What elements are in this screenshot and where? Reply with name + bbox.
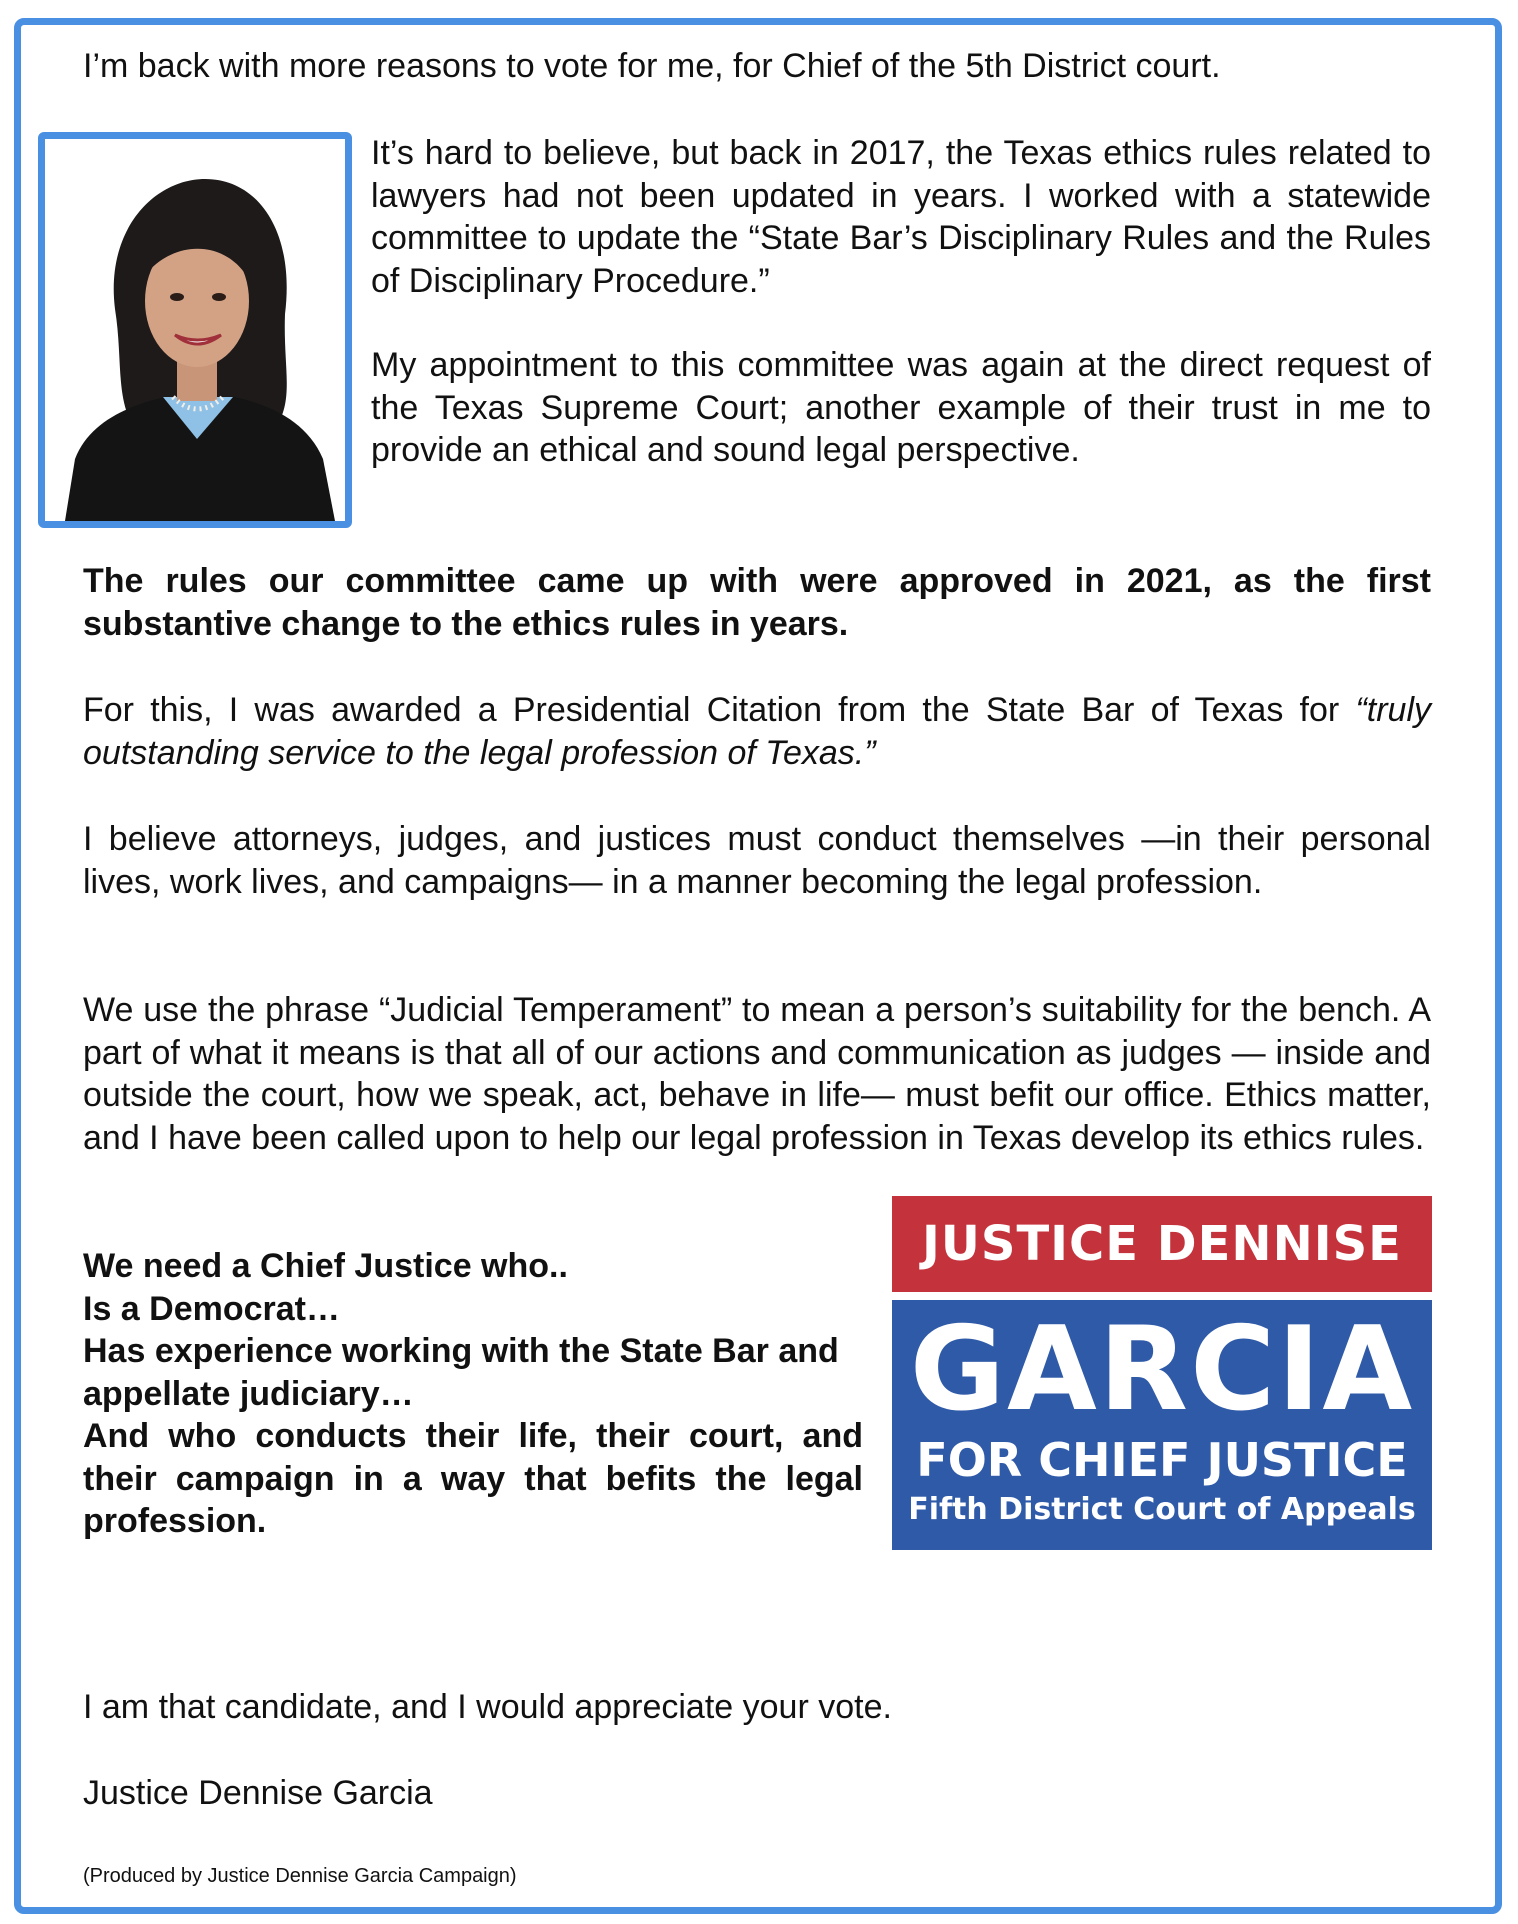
paragraph-2017-rules: It’s hard to believe, but back in 2017, the Texas ethics rules related to lawyers had not been updated in years. I worked with a statewide committee to update the “State Bar’s Disciplinary Rules and the Rules of Disciplinary Procedure.” xyxy=(371,134,1431,300)
campaign-logo xyxy=(892,1196,1432,1550)
needs-list xyxy=(83,1245,863,1543)
paragraph-belief: I believe attorneys, judges, and justices must conduct themselves —in their personal lives, work lives, and campaigns— in a manner becoming the legal profession. xyxy=(83,820,1431,901)
citation-quote: “truly outstanding service to the legal profession of Texas.” xyxy=(83,691,1432,772)
logo-main-panel xyxy=(892,1300,1432,1550)
logo-top-banner: JUSTICE DENNISE xyxy=(892,1196,1432,1292)
footer-disclaimer: (Produced by Justice Dennise Garcia Campaign) xyxy=(83,1865,517,1887)
logo-name: GARCIA xyxy=(909,1302,1415,1437)
citation-text: For this, I was awarded a Presidential Citation from the State Bar of Texas for xyxy=(83,691,1340,729)
needs-line-1: We need a Chief Justice who.. xyxy=(83,1247,568,1285)
paragraph-appointment: My appointment to this committee was again at the direct request of the Texas Supreme Court; another example of their trust in me to provide an ethical and sound legal perspective. xyxy=(371,346,1431,469)
paragraph-rules-approved: The rules our committee came up with were approved in 2021, as the first substantive change to the ethics rules in years. xyxy=(83,562,1431,643)
logo-court: Fifth District Court of Appeals xyxy=(908,1492,1416,1527)
candidate-portrait-illustration xyxy=(45,139,345,521)
closing-line: I am that candidate, and I would appreciate your vote. xyxy=(83,1688,892,1726)
needs-line-4: And who conducts their life, their court, and their campaign in a way that befits the legal profession. xyxy=(83,1417,863,1540)
needs-line-3: Has experience working with the State Bar and appellate judiciary… xyxy=(83,1332,839,1413)
paragraph-citation xyxy=(83,689,1431,774)
intro-line: I’m back with more reasons to vote for me, for Chief of the 5th District court. xyxy=(83,47,1221,85)
signature: Justice Dennise Garcia xyxy=(83,1774,433,1812)
candidate-photo xyxy=(38,132,352,528)
logo-office: FOR CHIEF JUSTICE xyxy=(916,1433,1408,1487)
paragraph-judicial-temperament: We use the phrase “Judicial Temperament” to mean a person’s suitability for the bench. A part of what it means is that all of our actions and communication as judges — inside and outside the court, how we speak, act, behave in life— must befit our office. Ethics matter, and I have been called upon to help our legal profession in Texas develop its ethics rules. xyxy=(83,991,1431,1157)
needs-line-2: Is a Democrat… xyxy=(83,1289,340,1328)
